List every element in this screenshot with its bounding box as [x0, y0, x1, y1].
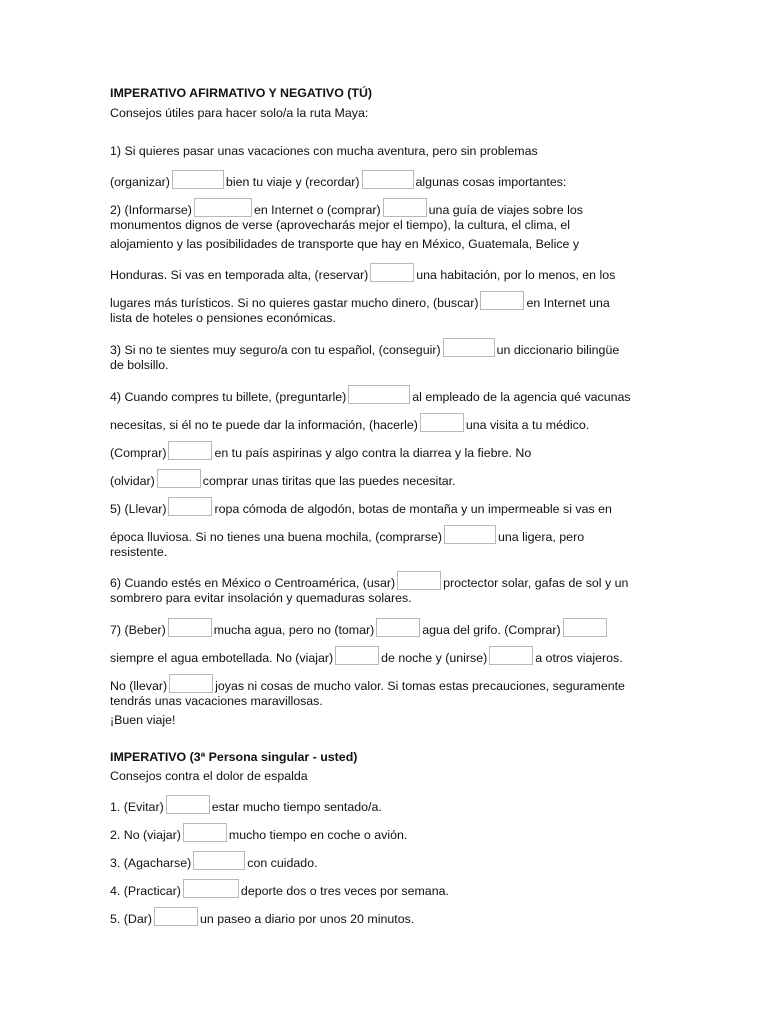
- text-fragment: necesitas, si él no te puede dar la información, (hacerle): [110, 418, 418, 432]
- text-line: alojamiento y las posibilidades de transporte que hay en México, Guatemala, Belice y: [110, 237, 580, 251]
- text-line: [110, 291, 610, 311]
- text-fragment: agua del grifo. (Comprar): [422, 623, 561, 637]
- section-title: IMPERATIVO (3ª Persona singular - usted): [110, 750, 358, 764]
- text-fragment: estar mucho tiempo sentado/a.: [211, 800, 382, 814]
- text-fragment: bien tu viaje y (recordar): [225, 175, 360, 189]
- text-line: [110, 338, 619, 358]
- section-title: IMPERATIVO AFIRMATIVO Y NEGATIVO (TÚ): [110, 86, 373, 100]
- answer-blank[interactable]: [183, 879, 239, 898]
- text-fragment: Honduras. Si vas en temporada alta, (reservar): [110, 268, 369, 282]
- text-fragment: No (llevar): [110, 679, 168, 693]
- text-line: de bolsillo.: [110, 358, 169, 372]
- answer-blank[interactable]: [348, 385, 410, 404]
- text-fragment: proctector solar, gafas de sol y un: [443, 576, 629, 590]
- text-fragment: 4. (Practicar): [110, 884, 181, 898]
- section-subtitle: Consejos contra el dolor de espalda: [110, 769, 308, 783]
- text-line: [110, 413, 589, 433]
- text-fragment: a otros viajeros.: [535, 651, 623, 665]
- text-fragment: siempre el agua embotellada. No (viajar): [110, 651, 334, 665]
- answer-blank[interactable]: [443, 338, 495, 357]
- text-line: lista de hoteles o pensiones económicas.: [110, 311, 336, 325]
- list-item: [110, 851, 318, 871]
- answer-blank[interactable]: [362, 170, 414, 189]
- text-fragment: una guía de viajes sobre los: [428, 203, 583, 217]
- text-line: [110, 263, 615, 283]
- answer-blank[interactable]: [168, 441, 212, 460]
- text-line: [110, 170, 566, 190]
- text-fragment: un diccionario bilingüe: [496, 343, 620, 357]
- answer-blank[interactable]: [563, 618, 607, 637]
- text-fragment: 1. (Evitar): [110, 800, 164, 814]
- answer-blank[interactable]: [193, 851, 245, 870]
- text-line: ¡Buen viaje!: [110, 713, 176, 727]
- answer-blank[interactable]: [420, 413, 464, 432]
- text-fragment: una ligera, pero: [497, 530, 585, 544]
- text-line: monumentos dignos de verse (aprovecharás mejor el tiempo), la cultura, el clima, el: [110, 218, 571, 232]
- text-fragment: (organizar): [110, 175, 170, 189]
- text-line: [110, 646, 623, 666]
- text-line: [110, 618, 609, 638]
- list-item: [110, 879, 449, 899]
- text-line: [110, 198, 583, 218]
- answer-blank[interactable]: [444, 525, 496, 544]
- answer-blank[interactable]: [168, 618, 212, 637]
- text-line: [110, 385, 631, 405]
- text-fragment: algunas cosas importantes:: [415, 175, 567, 189]
- text-line: [110, 525, 584, 545]
- text-fragment: en Internet una: [526, 296, 610, 310]
- answer-blank[interactable]: [172, 170, 224, 189]
- text-fragment: un paseo a diario por unos 20 minutos.: [200, 912, 415, 926]
- answer-blank[interactable]: [383, 198, 427, 217]
- text-fragment: 7) (Beber): [110, 623, 166, 637]
- text-fragment: (Comprar): [110, 446, 167, 460]
- answer-blank[interactable]: [335, 646, 379, 665]
- text-fragment: 5) (Llevar): [110, 502, 167, 516]
- list-item: [110, 907, 414, 927]
- text-line: [110, 674, 625, 694]
- section-subtitle: Consejos útiles para hacer solo/a la ruta Maya:: [110, 106, 369, 120]
- text-fragment: una visita a tu médico.: [465, 418, 590, 432]
- text-line: [110, 441, 531, 461]
- answer-blank[interactable]: [376, 618, 420, 637]
- text-fragment: mucha agua, pero no (tomar): [213, 623, 375, 637]
- answer-blank[interactable]: [166, 795, 210, 814]
- text-fragment: en Internet o (comprar): [253, 203, 381, 217]
- text-fragment: 2. No (viajar): [110, 828, 181, 842]
- text-fragment: deporte dos o tres veces por semana.: [240, 884, 449, 898]
- text-line: [110, 571, 628, 591]
- text-fragment: joyas ni cosas de mucho valor. Si tomas estas precauciones, seguramente: [215, 679, 625, 693]
- text-line: [110, 469, 456, 489]
- text-line: tendrás unas vacaciones maravillosas.: [110, 694, 323, 708]
- text-fragment: 2) (Informarse): [110, 203, 192, 217]
- answer-blank[interactable]: [154, 907, 198, 926]
- text-fragment: 4) Cuando compres tu billete, (preguntarle): [110, 390, 347, 404]
- answer-blank[interactable]: [194, 198, 252, 217]
- text-line: 1) Si quieres pasar unas vacaciones con mucha aventura, pero sin problemas: [110, 144, 538, 158]
- text-line: sombrero para evitar insolación y quemaduras solares.: [110, 591, 412, 605]
- list-item: [110, 823, 407, 843]
- text-fragment: comprar unas tiritas que las puedes necesitar.: [202, 474, 456, 488]
- text-fragment: (olvidar): [110, 474, 155, 488]
- text-fragment: época lluviosa. Si no tienes una buena mochila, (comprarse): [110, 530, 442, 544]
- answer-blank[interactable]: [169, 674, 213, 693]
- answer-blank[interactable]: [480, 291, 524, 310]
- text-fragment: 5. (Dar): [110, 912, 152, 926]
- text-fragment: en tu país aspirinas y algo contra la diarrea y la fiebre. No: [214, 446, 532, 460]
- text-fragment: 3) Si no te sientes muy seguro/a con tu español, (conseguir): [110, 343, 441, 357]
- text-fragment: 6) Cuando estés en México o Centroamérica, (usar): [110, 576, 396, 590]
- answer-blank[interactable]: [157, 469, 201, 488]
- text-fragment: al empleado de la agencia qué vacunas: [412, 390, 631, 404]
- text-fragment: 3. (Agacharse): [110, 856, 192, 870]
- text-fragment: mucho tiempo en coche o avión.: [228, 828, 408, 842]
- text-fragment: con cuidado.: [247, 856, 318, 870]
- text-fragment: lugares más turísticos. Si no quieres gastar mucho dinero, (buscar): [110, 296, 479, 310]
- answer-blank[interactable]: [168, 497, 212, 516]
- list-item: [110, 795, 382, 815]
- answer-blank[interactable]: [397, 571, 441, 590]
- text-fragment: una habitación, por lo menos, en los: [416, 268, 616, 282]
- text-line: [110, 497, 612, 517]
- text-line: resistente.: [110, 545, 168, 559]
- answer-blank[interactable]: [370, 263, 414, 282]
- text-fragment: ropa cómoda de algodón, botas de montaña y un impermeable si vas en: [214, 502, 612, 516]
- answer-blank[interactable]: [183, 823, 227, 842]
- text-fragment: de noche y (unirse): [381, 651, 488, 665]
- answer-blank[interactable]: [489, 646, 533, 665]
